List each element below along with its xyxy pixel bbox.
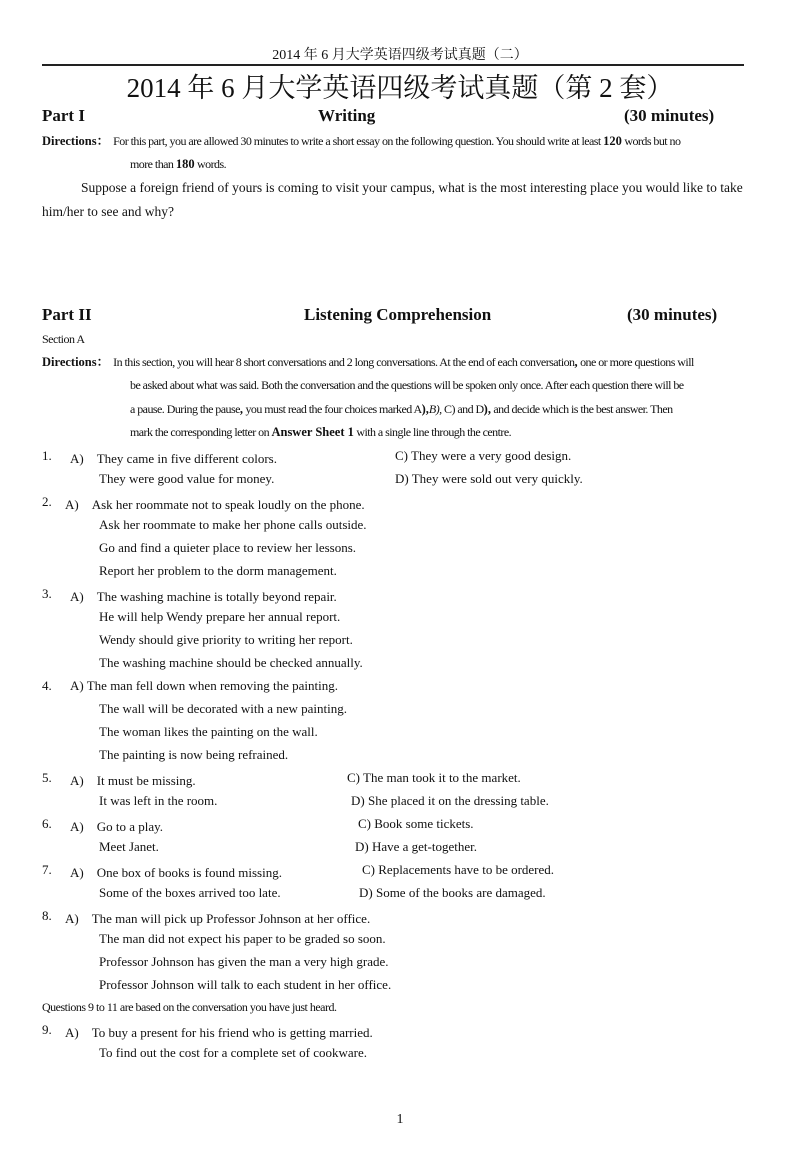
question-4-option-c: The woman likes the painting on the wall. xyxy=(99,724,318,739)
questions-9-11-note: Questions 9 to 11 are based on the conversation you have just heard. xyxy=(42,1000,337,1014)
question-4-option-b: The wall will be decorated with a new painting. xyxy=(99,701,348,716)
question-3-option-a: A) The washing machine is totally beyond repair. xyxy=(70,589,337,604)
question-3-option-c: Wendy should give priority to writing her report. xyxy=(99,632,353,647)
part1-time: (30 minutes) xyxy=(624,106,715,125)
question-1-option-d: D) They were sold out very quickly. xyxy=(395,471,583,486)
question-9-option-b: To find out the cost for a complete set of cookware. xyxy=(99,1045,368,1060)
question-8-option-a: A) The man will pick up Professor Johnson at her office. xyxy=(65,911,371,926)
question-2-number: 2. xyxy=(42,494,52,509)
part1-directions-label: Directions： xyxy=(42,134,110,148)
question-2-option-a: A) Ask her roommate not to speak loudly on the phone. xyxy=(65,497,365,512)
question-5-option-c: C) The man took it to the market. xyxy=(347,770,521,785)
question-1-option-a: A) They came in five different colors. xyxy=(70,451,277,466)
question-2-option-b: Ask her roommate to make her phone calls outside. xyxy=(99,517,367,532)
question-8-option-d: Professor Johnson will talk to each student in her office. xyxy=(99,977,392,992)
part2-directions-label: Directions： xyxy=(42,355,110,369)
question-6-option-b: Meet Janet. xyxy=(99,839,159,854)
question-5-option-a: A) It must be missing. xyxy=(70,773,196,788)
question-6-option-d: D) Have a get-together. xyxy=(355,839,478,854)
question-4-number: 4. xyxy=(42,678,52,693)
part1-name: Writing xyxy=(318,106,376,125)
question-1-number: 1. xyxy=(42,448,52,463)
question-9-number: 9. xyxy=(42,1022,52,1037)
question-5-option-b: It was left in the room. xyxy=(99,793,218,808)
writing-prompt-line1: Suppose a foreign friend of yours is coming to visit your campus, what is the most interesting place you would like to take xyxy=(81,180,743,195)
part2-directions-line4: mark the corresponding letter on Answer Sheet 1 with a single line through the centre. xyxy=(130,425,512,439)
part2-directions-line2: be asked about what was said. Both the conversation and the questions will be spoken only once. After each question there will be xyxy=(130,378,684,392)
running-header: 2014 年 6 月大学英语四级考试真题（二） xyxy=(272,48,528,63)
part1-directions-line2: more than 180 words. xyxy=(130,157,227,171)
question-9-option-a: A) To buy a present for his friend who is getting married. xyxy=(65,1025,373,1040)
question-8-number: 8. xyxy=(42,908,52,923)
question-5-option-d: D) She placed it on the dressing table. xyxy=(351,793,549,808)
part2-label: Part II xyxy=(42,305,92,324)
question-3-option-b: He will help Wendy prepare her annual report. xyxy=(99,609,341,624)
question-7-option-d: D) Some of the books are damaged. xyxy=(359,885,546,900)
question-5-number: 5. xyxy=(42,770,52,785)
part2-time: (30 minutes) xyxy=(627,305,718,324)
part2-directions-line1: Directions： In this section, you will hear 8 short conversations and 2 long conversations. At the end of each conversation, one or more questions will xyxy=(42,355,694,369)
question-2-option-c: Go and find a quieter place to review her lessons. xyxy=(99,540,357,555)
writing-prompt-line2: him/her to see and why? xyxy=(42,204,174,219)
page-title: 2014 年 6 月大学英语四级考试真题（第 2 套） xyxy=(126,73,674,103)
question-3-number: 3. xyxy=(42,586,52,601)
question-6-option-a: A) Go to a play. xyxy=(70,819,164,834)
question-1-option-b: They were good value for money. xyxy=(99,471,275,486)
question-7-number: 7. xyxy=(42,862,52,877)
part2-directions-line3: a pause. During the pause, you must read the four choices marked A),B), C) and D), and decide which is the best answer. Then xyxy=(130,402,673,416)
question-7-option-a: A) One box of books is found missing. xyxy=(70,865,282,880)
question-6-number: 6. xyxy=(42,816,52,831)
question-1-option-c: C) They were a very good design. xyxy=(395,448,572,463)
part1-directions-line1: Directions： For this part, you are allowed 30 minutes to write a short essay on the following question. You should write at least 120 words but no xyxy=(42,134,681,148)
question-7-option-c: C) Replacements have to be ordered. xyxy=(362,862,555,877)
question-2-option-d: Report her problem to the dorm management. xyxy=(99,563,337,578)
part1-label: Part I xyxy=(42,106,85,125)
question-4-option-d: The painting is now being refrained. xyxy=(99,747,289,762)
question-8-option-b: The man did not expect his paper to be graded so soon. xyxy=(99,931,386,946)
question-8-option-c: Professor Johnson has given the man a very high grade. xyxy=(99,954,389,969)
question-3-option-d: The washing machine should be checked annually. xyxy=(99,655,363,670)
question-4-option-a: A) The man fell down when removing the painting. xyxy=(70,678,339,693)
section-a-label: Section A xyxy=(42,332,85,346)
question-7-option-b: Some of the boxes arrived too late. xyxy=(99,885,281,900)
page-number: 1 xyxy=(396,1112,404,1127)
part2-name: Listening Comprehension xyxy=(304,305,492,324)
question-6-option-c: C) Book some tickets. xyxy=(358,816,474,831)
